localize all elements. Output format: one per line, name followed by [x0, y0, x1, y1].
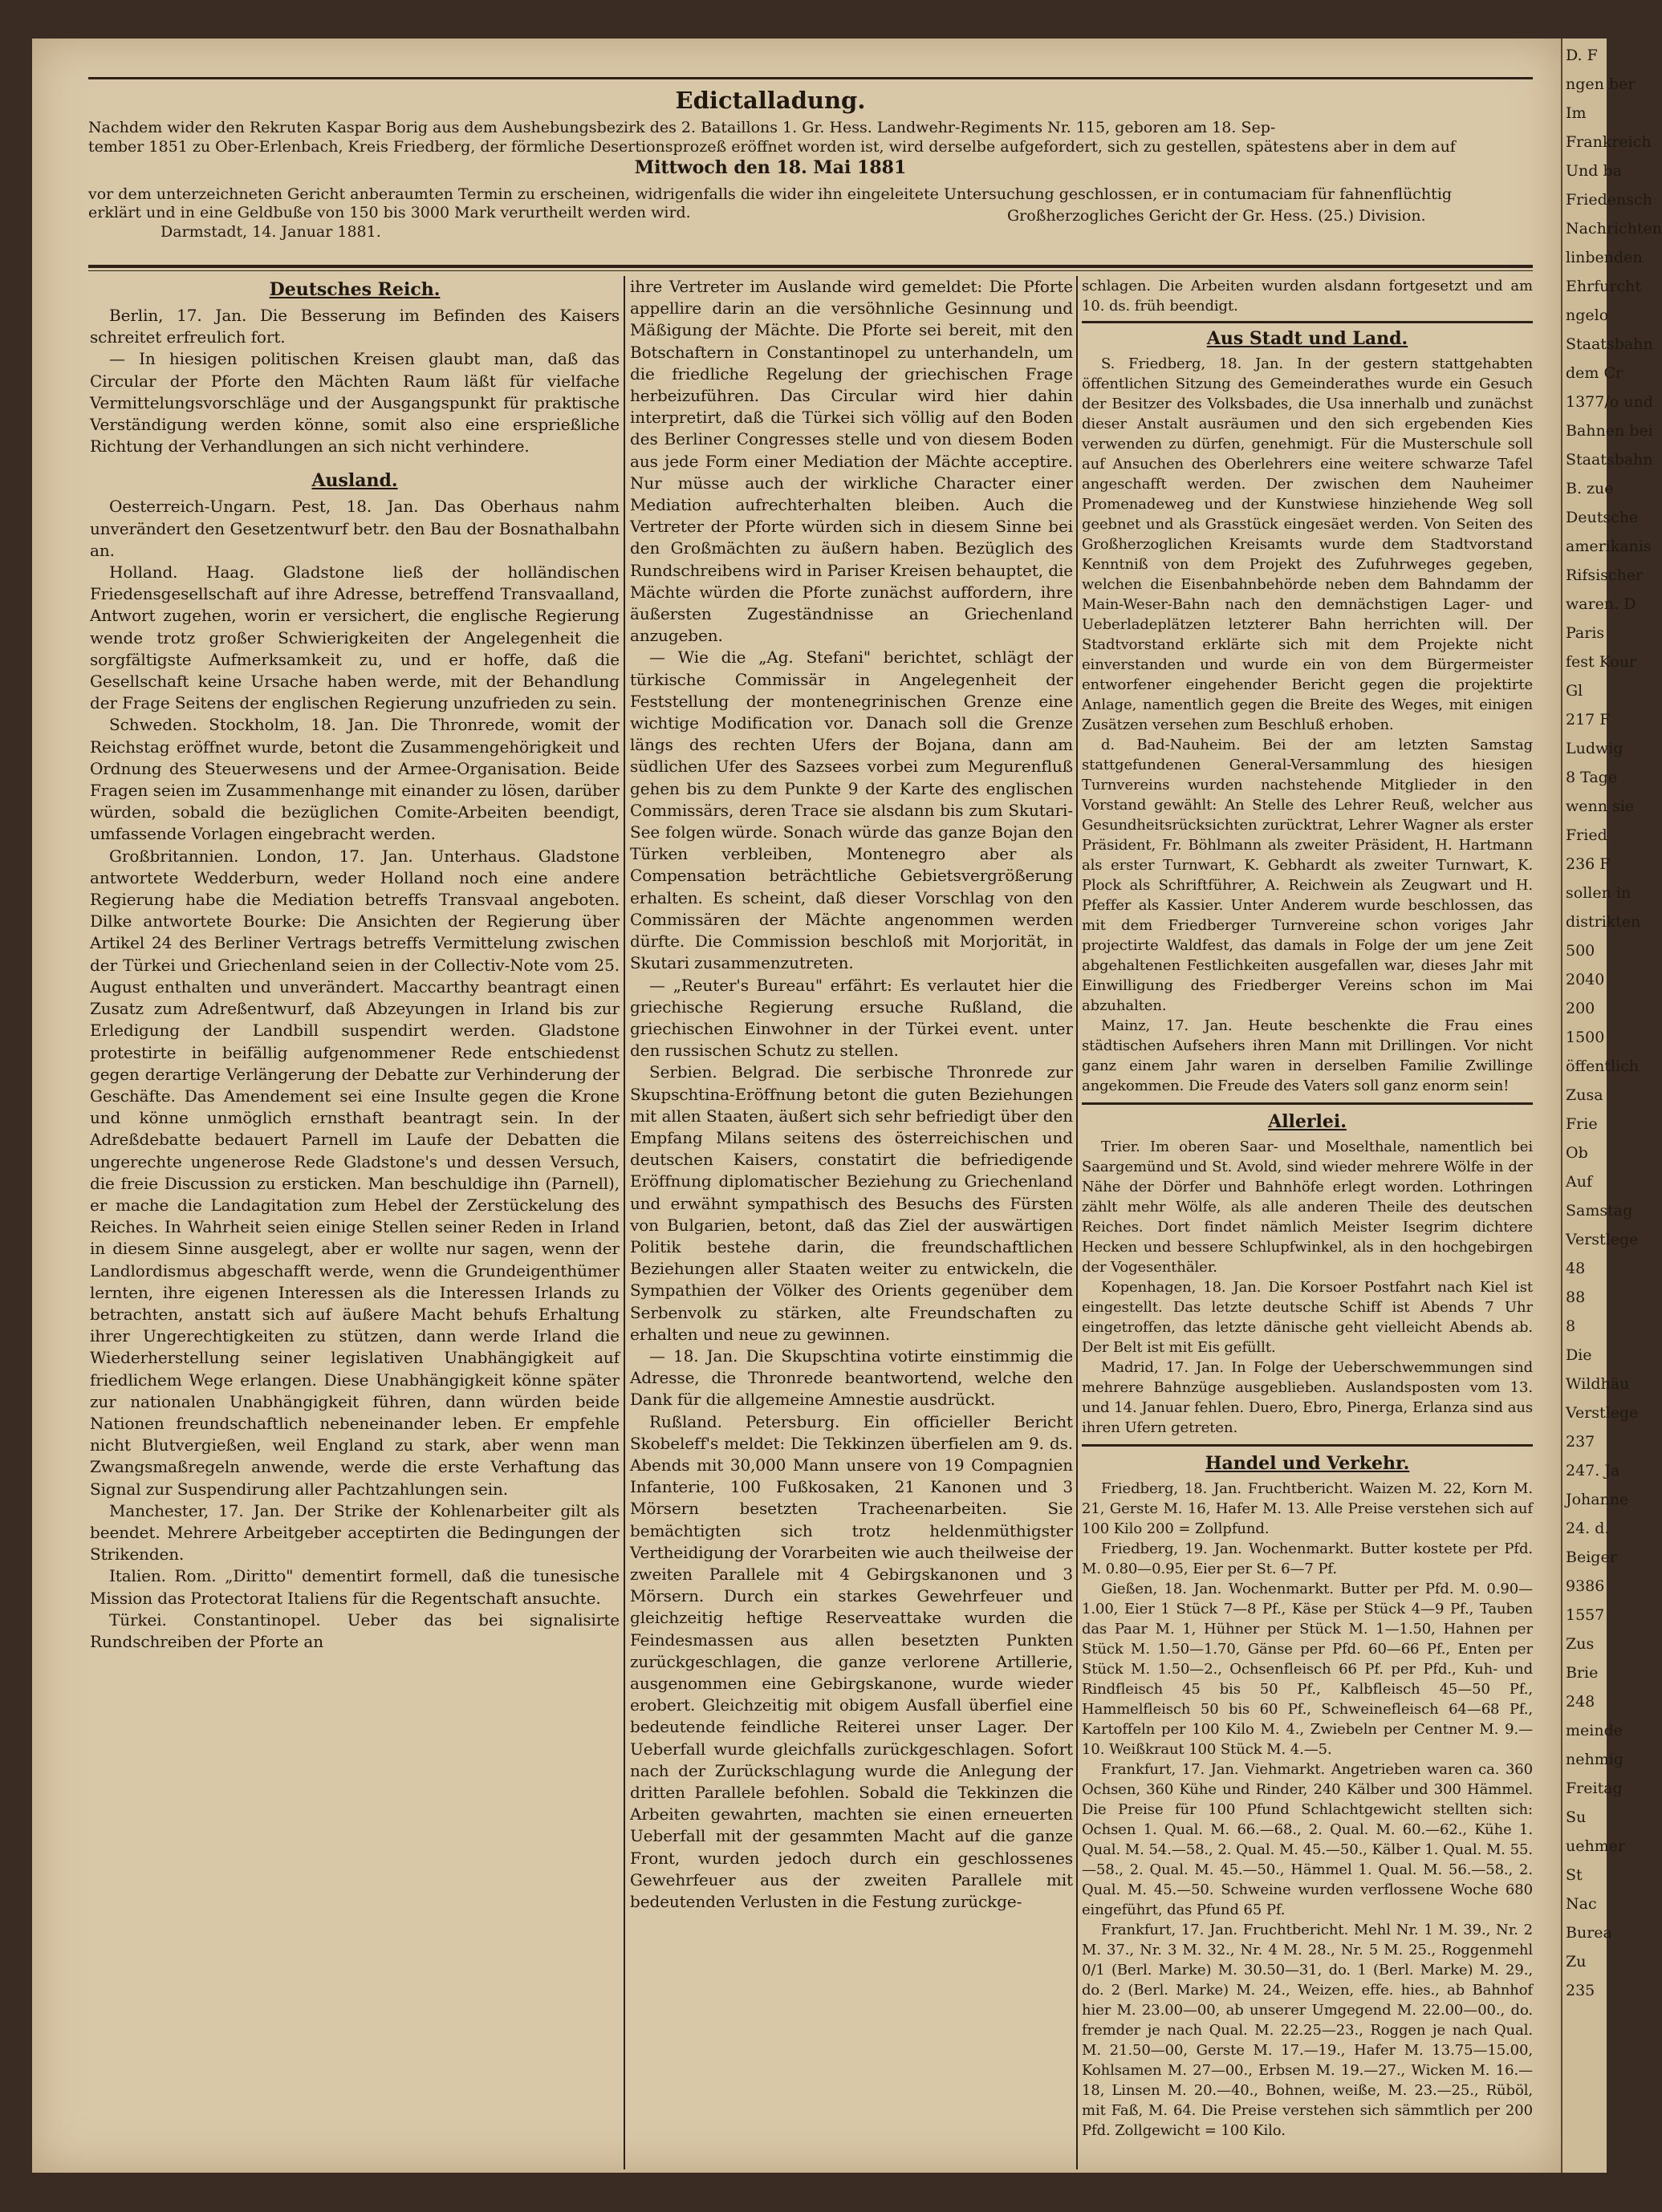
- next-page-fragment: Zusa: [1566, 1086, 1603, 1104]
- article-paragraph: Madrid, 17. Jan. In Folge der Ueberschwemmungen sind mehrere Bahnzüge ausgeblieben. Auslandsposten vom 13. und 14. Januar fehlen. Duero, Ebro, Pinerga, Erlanza sind aus ihren Ufern getreten.: [1082, 1359, 1533, 1436]
- article-paragraph: Frankfurt, 17. Jan. Viehmarkt. Angetrieben waren ca. 360 Ochsen, 360 Kühe und Rinder, 240 Kälber und 300 Hämmel. Die Preise für 100 Pfund Schlachtgewicht stellten sich: Ochsen 1. Qual. M. 66.—68., 2. Qual. M. 60.—62., Kühe 1. Qual. M. 54.—58., 2. Qual. M. 45.—50., Kälber 1. Qual. M. 55.—58., 2. Qual. M. 45.—50., Hämmel 1. Qual. M. 56.—58., 2. Qual. M. 45.—50. Schweine wurden verflossene Woche 680 eingeführt, das Pfund 65 Pf.: [1082, 1761, 1533, 1918]
- next-page-fragment: 2040: [1566, 971, 1605, 988]
- section-title-ausland: Ausland.: [311, 470, 398, 492]
- column-rule-1: [624, 276, 625, 2169]
- next-page-fragment: 1377/o und: [1566, 393, 1653, 411]
- next-page-fragment: Fried: [1566, 826, 1607, 844]
- next-page-fragment: amerikanis: [1566, 538, 1652, 555]
- next-page-fragment: sollen in: [1566, 884, 1632, 902]
- article-paragraph: Italien. Rom. „Diritto" dementirt formell, daß die tunesische Mission das Protectorat Italiens für die Regentschaft ansuchte.: [90, 1566, 620, 1608]
- article-paragraph: — In hiesigen politischen Kreisen glaubt man, daß das Circular der Pforte den Mächten Raum läßt für vielfache Vermittelungsvorschläge und der Ausgangspunkt für praktische Verständigung werden könne, somit also eine ersprießliche Richtung der Verhandlungen an sich nicht verhindere.: [90, 349, 620, 457]
- next-page-fragment: linbenden: [1566, 249, 1643, 266]
- next-page-fragment: 1500: [1566, 1029, 1605, 1046]
- article-paragraph: S. Friedberg, 18. Jan. In der gestern stattgehabten öffentlichen Sitzung des Gemeinderathes wurde ein Gesuch der Besitzer des Volksbades, die Usa innerhalb und zunächst dieser Anstalt ausräumen und den sich ergebenden Kies verwenden zu dürfen, genehmigt. Für die Musterschule soll auf Ansuchen des Oberlehrers eine weitere schwarze Tafel angeschafft werden. Der zwischen dem Nauheimer Promenadeweg und der Kunstwiese hinziehende Weg soll geebnet und als Grasstück eingesäet werden. Von Seiten des Großherzoglichen Kreisamts wurde dem Stadtvorstand Kenntniß von dem Projekt des Zufuhrweges gegeben, welchen die Eisenbahnbehörde neben dem Bahndamm der Main-Weser-Bahn nach den demnächstigen Lager- und Ueberladeplätzen letzterer Bahn herrichten will. Der Stadtvorstand erklärte sich mit dem Projekte nicht einverstanden und wurde ein von dem Bürgermeister entworfener eingehender Bericht gegen die projektirte Anlage, namentlich gegen die Breite des Weges, mit einigen Zusätzen versehen zum Beschluß erhoben.: [1082, 355, 1533, 733]
- next-page-fragment: Staatsbahn: [1566, 335, 1653, 353]
- next-page-fragment: Verstlege: [1566, 1231, 1639, 1248]
- header-rule: [88, 265, 1533, 268]
- edict-line-3: vor dem unterzeichneten Gericht anberaumten Termin zu erscheinen, widrigenfalls die wider ihn eingeleitete Untersuchung geschlossen, er in contumaciam für fahnenflüchtig: [88, 185, 1453, 203]
- next-page-fragment: Brie: [1566, 1664, 1599, 1682]
- next-page-fragment: Johanne: [1566, 1491, 1629, 1508]
- edict-notice: [88, 87, 1456, 263]
- article-paragraph: — „Reuter's Bureau" erfährt: Es verlautet hier die griechische Regierung ersuche Rußland, die griechischen Einwohner in der Türkei event. unter den russischen Schutz zu stellen.: [630, 975, 1073, 1061]
- newspaper-page: [32, 39, 1561, 2173]
- next-page-fragment: 9386: [1566, 1577, 1605, 1595]
- next-page-fragment: öffentlich: [1566, 1057, 1640, 1075]
- next-page-fragment: Freitag: [1566, 1780, 1623, 1797]
- next-page-fragment: nehmig: [1566, 1751, 1623, 1768]
- next-page-fragment: 200: [1566, 1000, 1595, 1017]
- next-page-fragment: uehmer: [1566, 1837, 1626, 1855]
- next-page-fragment: Nac: [1566, 1895, 1597, 1913]
- next-page-fragment: Nachrichten: [1566, 220, 1662, 237]
- column-3: [1082, 276, 1533, 2169]
- article-paragraph: Frankfurt, 17. Jan. Fruchtbericht. Mehl Nr. 1 M. 39., Nr. 2 M. 37., Nr. 3 M. 32., Nr. 4 M. 28., Nr. 5 M. 25., Roggenmehl 0/1 (Berl. Marke) M. 30.50—31, do. 1 (Berl. Marke) M. 29., do. 2 (Berl. Marke) M. 24., Weizen, effe. hies., ab Bahnhof hier M. 23.00—00, ab unserer Umgegend M. 22.00—00., do. fremder je nach Qual. M. 22.25—23., Roggen je nach Qual. M. 21.50—00, Gerste M. 17.—19., Hafer M. 13.75—15.00, Kohlsamen M. 27—00., Erbsen M. 19.—27., Wicken M. 16.—18, Linsen M. 20.—40., Bohnen, weiße, M. 23.—25., Rüböl, mit Faß, M. 64. Die Preise verstehen sich sämmtlich per 200 Pfd. Zollgewicht = 100 Kilo.: [1082, 1922, 1533, 2139]
- section-rule: [1082, 1444, 1533, 1447]
- article-paragraph: Kopenhagen, 18. Jan. Die Korsoer Postfahrt nach Kiel ist eingestellt. Das letzte deutsche Schiff ist Abends 7 Uhr eingetroffen, das letzte dänische geht vielleicht Abends ab. Der Belt ist mit Eis gefüllt.: [1082, 1279, 1533, 1356]
- section-title-handel: Handel und Verkehr.: [1205, 1453, 1410, 1474]
- column-rule-2: [1076, 276, 1078, 2169]
- next-page-fragment: ngelo: [1566, 306, 1609, 324]
- next-page-fragment: 8: [1566, 1317, 1576, 1335]
- edict-deadline: Mittwoch den 18. Mai 1881: [634, 157, 907, 178]
- article-paragraph: Friedberg, 19. Jan. Wochenmarkt. Butter kostete per Pfd. M. 0.80—0.95, Eier per St. 6—7 Pf.: [1082, 1540, 1533, 1577]
- next-page-fragment: 237: [1566, 1433, 1595, 1451]
- next-page-fragment: distrikten: [1566, 913, 1641, 931]
- section-rule: [1082, 321, 1533, 323]
- article-paragraph: d. Bad-Nauheim. Bei der am letzten Samstag stattgefundenen General-Versammlung des hiesigen Turnvereins wurden nachstehende Mitglieder in den Vorstand gewählt: An Stelle des Lehrer Reuß, welcher aus Gesundheitsrücksichten zurücktrat, Lehrer Wagner als erster Präsident, Fr. Böhlmann als zweiter Präsident, H. Hartmann als erster Turnwart, K. Gebhardt als zweiter Turnwart, K. Plock als Schriftführer, A. Reichwein als Zeugwart und H. Pfeffer als Kassier. Unter Anderem wurde beschlossen, das mit dem Friedberger Turnvereine schon voriges Jahr projectirte Waldfest, das damals in Folge der um jene Zeit abgehaltenen Festlichkeiten ausgefallen war, dieses Jahr mit Einwilligung des Friedberger Vereins schon im Mai abzuhalten.: [1082, 737, 1533, 1014]
- next-page-fragment: 8 Tage: [1566, 769, 1618, 786]
- next-page-fragment: meinde: [1566, 1722, 1623, 1739]
- next-page-fragment: Staatsbahn: [1566, 451, 1653, 469]
- article-paragraph: schlagen. Die Arbeiten wurden alsdann fortgesetzt und am 10. ds. früh beendigt.: [1082, 278, 1533, 315]
- article-paragraph: Großbritannien. London, 17. Jan. Unterhaus. Gladstone antwortete Wedderburn, weder Holland noch eine andere Regierung habe die Mediation betreffs Transvaal angeboten. Dilke antwortete Bourke: Die Ansichten der Regierung über Artikel 24 des Berliner Vertrags betreffs Vermittelung zwischen der Türkei und Griechenland seien in der Collectiv-Note vom 25. August enthalten und unverändert. Maccarthy beantragt einen Zusatz zum Adreßentwurf, daß Abzeyungen in Irland bis zur Erledigung der Landbill suspendirt werden. Gladstone protestirte in beifällig aufgenommener Rede entschiedenst gegen derartige Verlängerung der Debatte zur Verhinderung der Geschäfte. Das Amendement sei eine Insulte gegen die Krone und könne unmöglich ernsthaft beantragt sein. In der Adreßdebatte bedauert Parnell im Laufe der Debatten die ungerechte ungenerose Rede Gladstone's und dessen Versuch, die freie Discussion zu ersticken. Man beschuldige ihn (Parnell), er mache die Landagitation zum Hebel der Zerstückelung des Reiches. In Wahrheit seien einige Stellen seiner Reden in Irland in diesem Sinne ausgelegt, aber er wollte nur sagen, wenn der Landlordismus abgeschafft werde, wenn die Grundeigenthümer lernten, ihre eigenen Interessen als die Interessen Irlands zu betrachten, anstatt sich auf äußere Macht behufs Erhaltung ihrer Ungerechtigkeiten zu stützen, dann werde Irland die Wiederherstellung seiner legislativen Unabhängigkeit auf friedlichem Wege erlangen. Diese Unabhängigkeit könne später zur nationalen Unabhängigkeit führen, dann würden beide Nationen freundschaftlich nebeneinander leben. Er empfehle nicht Blutvergießen, weil England zu stark, aber wenn man Zwangsmaßregeln anwende, werde die erste Verhaftung das Signal zur Suspendirung aller Pachtzahlungen sein.: [90, 846, 620, 1499]
- header-rule-thin: [88, 270, 1533, 271]
- section-rule: [1082, 1102, 1533, 1105]
- article-paragraph: Schweden. Stockholm, 18. Jan. Die Thronrede, womit der Reichstag eröffnet wurde, betont die Zusammengehörigkeit und Ordnung des Steuerwesens und der Armee-Organisation. Beide Fragen seien im Zusammenhange mit einander zu lösen, darüber würden, sobald die bezüglichen Comite-Arbeiten beendigt, umfassende Vorlagen eingebracht werden.: [90, 715, 620, 844]
- next-page-fragment: 1557: [1566, 1606, 1605, 1624]
- article-paragraph: Friedberg, 18. Jan. Fruchtbericht. Waizen M. 22, Korn M. 21, Gerste M. 16, Hafer M. 13. Alle Preise verstehen sich auf 100 Kilo 200 = Zollpfund.: [1082, 1480, 1533, 1537]
- next-page-fragment: fest Kour: [1566, 653, 1637, 671]
- edict-line-2: tember 1851 zu Ober-Erlenbach, Kreis Friedberg, der förmliche Desertionsprozeß eröffnet worden ist, wird derselbe aufgefordert, sich zu gestellen, spätestens aber in dem auf: [88, 138, 1456, 156]
- section-title-deutsches-reich: Deutsches Reich.: [269, 279, 441, 300]
- next-page-fragment: Beiger: [1566, 1548, 1617, 1566]
- next-page-fragment: Friedensch: [1566, 191, 1652, 209]
- next-page-fragment: Ehrfurcht: [1566, 278, 1642, 295]
- next-page-fragment: Zu: [1566, 1953, 1587, 1971]
- next-page-fragment: Frie: [1566, 1115, 1598, 1133]
- next-page-fragment: 48: [1566, 1260, 1586, 1277]
- article-paragraph: — 18. Jan. Die Skupschtina votirte einstimmig die Adresse, die Thronrede beantwortend, welche den Dank für die allgemeine Amnestie ausdrückt.: [630, 1345, 1073, 1410]
- next-page-fragment: 235: [1566, 1982, 1595, 1999]
- article-paragraph: Trier. Im oberen Saar- und Moselthale, namentlich bei Saargemünd und St. Avold, sind wieder mehrere Wölfe in der Nähe der Dörfer und Bahnhöfe erlegt worden. Lothringen zählt mehr Wölfe, als alle anderen Theile des deutschen Reiches. Dort findet nämlich Meister Isegrim dichtere Hecken und bessere Schlupfwinkel, als in den hochgebirgen der Vogesenthäler.: [1082, 1138, 1533, 1276]
- edict-signature: Großherzogliches Gericht der Gr. Hess. (25.) Division.: [1007, 207, 1426, 225]
- next-page-fragment: Die: [1566, 1346, 1592, 1364]
- next-page-fragment: wenn sie: [1566, 798, 1635, 815]
- article-paragraph: Mainz, 17. Jan. Heute beschenkte die Frau eines städtischen Aufsehers ihren Mann mit Drillingen. Vor nicht ganz einem Jahr waren in derselben Familie Zwillinge angekommen. Die Freude des Vaters soll ganz enorm sein!: [1082, 1017, 1533, 1094]
- next-page-fragment: 500: [1566, 942, 1595, 960]
- next-page-fragment: Deutsche: [1566, 509, 1639, 526]
- edict-title: Edictalladung.: [675, 87, 866, 114]
- edict-line-4: erklärt und in eine Geldbuße von 150 bis 3000 Mark verurtheilt werden wird.: [88, 204, 691, 221]
- next-page-fragment: 236 F: [1566, 855, 1611, 873]
- next-page-fragment: Ob: [1566, 1144, 1588, 1162]
- next-page-fragment: Verstlege: [1566, 1404, 1639, 1422]
- next-page-fragment: Wildhäu: [1566, 1375, 1630, 1393]
- article-paragraph: Rußland. Petersburg. Ein officieller Bericht Skobeleff's meldet: Die Tekkinzen überfielen am 9. ds. Abends mit 30,000 Mann unsere von 19 Compagnien Infanterie, 100 Fußkosaken, 21 Kanonen und 3 Mörsern besetzten Tracheenarbeiten. Sie bemächtigten sich trotz heldenmüthigster Vertheidigung der Vorarbeiten wie auch theilweise der zweiten Parallele mit 4 Gebirgskanonen und 3 Mörsern. Durch ein starkes Gewehrfeuer und gleichzeitig heftige Reserveattake wurden die Feindesmassen aus allen besetzten Punkten zurückgeschlagen, die ganze verlorene Artillerie, ausgenommen eine Gebirgskanone, wurde wieder erobert. Gleichzeitig mit obigem Ausfall überfiel eine bedeutende feindliche Reiterei unser Lager. Der Ueberfall wurde gleichfalls zurückgeschlagen. Sofort nach der Zurückschlagung wurde die Anlegung der dritten Parallele befohlen. Sobald die Tekkinzen die Arbeiten gewahrten, machten sie einen erneuerten Ueberfall mit der gesammten Macht auf die ganze Front, wurden jedoch durch ein geschlossenes Gewehrfeuer aus der zweiten Parallele mit bedeutenden Verlusten in die Festung zurückge-: [630, 1411, 1073, 1912]
- next-page-edge: [1561, 39, 1662, 2173]
- next-page-fragment: 217 F: [1566, 711, 1611, 729]
- next-page-fragment: Auf: [1566, 1173, 1592, 1191]
- edict-place-date: Darmstadt, 14. Januar 1881.: [161, 223, 381, 241]
- next-page-fragment: Samstag: [1566, 1202, 1633, 1220]
- next-page-fragment: Paris: [1566, 624, 1605, 642]
- next-page-fragment: Zus: [1566, 1635, 1595, 1653]
- next-page-fragment: D. F: [1566, 47, 1598, 64]
- next-page-fragment: 247. Ja: [1566, 1462, 1620, 1479]
- next-page-fragment: Und ba: [1566, 162, 1622, 180]
- column-1: [90, 276, 620, 2169]
- next-page-fragment: B. zue: [1566, 480, 1614, 497]
- article-paragraph: Manchester, 17. Jan. Der Strike der Kohlenarbeiter gilt als beendet. Mehrere Arbeitgeber acceptirten die Bedingungen der Strikenden.: [90, 1500, 620, 1565]
- next-page-fragment: Su: [1566, 1808, 1587, 1826]
- next-page-fragment: Bahnen bei: [1566, 422, 1653, 440]
- next-page-fragment: 248: [1566, 1693, 1595, 1711]
- section-title-stadt-land: Aus Stadt und Land.: [1206, 328, 1408, 349]
- article-paragraph: Serbien. Belgrad. Die serbische Thronrede zur Skupschtina-Eröffnung betont die guten Beziehungen mit allen Staaten, äußert sich sehr befriedigt über den Empfang Milans seitens des österreichischen und deutschen Kaisers, constatirt die befriedigende Eröffnung diplomatischer Beziehung zu Griechenland und erwähnt sympathisch des Besuchs des Fürsten von Bulgarien, betont, daß das Ziel der auswärtigen Politik bestehe darin, die freundschaftlichen Beziehungen aller Staaten weiter zu entwickeln, die Sympathien der Völker des Orients gegenüber dem Serbenvolk zu stärken, alte Freundschaften zu erhalten und neue zu gewinnen.: [630, 1062, 1073, 1344]
- article-paragraph: Berlin, 17. Jan. Die Besserung im Befinden des Kaisers schreitet erfreulich fort.: [90, 306, 620, 347]
- article-paragraph: Türkei. Constantinopel. Ueber das bei signalisirte Rundschreiben der Pforte an: [90, 1609, 620, 1651]
- next-page-fragment: Burea: [1566, 1924, 1612, 1942]
- article-paragraph: Gießen, 18. Jan. Wochenmarkt. Butter per Pfd. M. 0.90—1.00, Eier 1 Stück 7—8 Pf., Käse per Stück 4—9 Pf., Tauben das Paar M. 1, Hühner per Stück M. 1—1.50, Hahnen per Stück M. 1.50—1.70, Gänse per Pfd. 60—66 Pf., Enten per Stück M. 1.50—2., Ochsenfleisch 66 Pf. per Pfd., Kuh- und Rindfleisch 45 bis 50 Pf., Kalbfleisch 45—50 Pf., Hammelfleisch 50 bis 60 Pf., Schweinefleisch 64—68 Pf., Kartoffeln per 100 Kilo M. 4., Zwiebeln per Centner M. 9.—10. Weißkraut 100 Stück M. 4.—5.: [1082, 1581, 1533, 1758]
- article-paragraph: Holland. Haag. Gladstone ließ der holländischen Friedensgesellschaft auf ihre Adresse, betreffend Transvaalland, Antwort zugehen, worin er versichert, die englische Regierung wende trotz großer Schwierigkeiten der Angelegenheit die sorgfältigste Aufmerksamkeit zu, und er hoffe, daß die Gesellschaft keine Ursache haben werde, mit der Behandlung der Frage Seitens der englischen Regierung unzufrieden zu sein.: [90, 562, 620, 713]
- section-title-allerlei: Allerlei.: [1268, 1111, 1347, 1132]
- next-page-fragment: dem Cr: [1566, 364, 1623, 382]
- next-page-fragment: Gl: [1566, 682, 1583, 700]
- article-paragraph: ihre Vertreter im Auslande wird gemeldet: Die Pforte appellire darin an die versöhnliche Gesinnung und Mäßigung der Mächte. Die Pforte sei bereit, mit den Botschaftern in Constantinopel zu unterhandeln, um die friedliche Regelung der griechischen Frage herbeizuführen. Das Circular wird hier dahin interpretirt, daß die Türkei sich völlig auf den Boden des Berliner Congresses stelle und von diesem Boden aus jede Form einer Mediation der Mächte acceptire. Nur müsse auch der wirkliche Character einer Mediation aufrechterhalten bleiben. Auch die Vertreter der Pforte würden sich in diesem Sinne bei den Großmächten zu äußern haben. Bezüglich des Rundschreibens wird in Pariser Kreisen behauptet, die Mächte würden die Pforte zunächst auffordern, ihre äußersten Zugeständnisse an Griechenland anzugeben.: [630, 277, 1073, 646]
- article-paragraph: Oesterreich-Ungarn. Pest, 18. Jan. Das Oberhaus nahm unverändert den Gesetzentwurf betr. den Bau der Bosnathalbahn an.: [90, 497, 620, 560]
- column-2: [630, 276, 1073, 2169]
- next-page-fragment: Frankreich: [1566, 133, 1652, 151]
- next-page-fragment: St: [1566, 1866, 1583, 1884]
- next-page-fragment: Ludwig: [1566, 740, 1623, 757]
- edict-line-1: Nachdem wider den Rekruten Kaspar Borig aus dem Aushebungsbezirk des 2. Bataillons 1. Gr. Hess. Landwehr-Regiments Nr. 115, geboren am 18. Sep-: [88, 119, 1276, 136]
- next-page-fragment: ngen ber: [1566, 75, 1636, 93]
- next-page-fragment: waren. D: [1566, 595, 1636, 613]
- next-page-fragment: Im: [1566, 104, 1587, 122]
- next-page-fragment: Rifsischer: [1566, 566, 1644, 584]
- article-paragraph: — Wie die „Ag. Stefani" berichtet, schlägt der türkische Commissär in Angelegenheit der Feststellung der montenegrinischen Grenze eine wichtige Modification vor. Danach soll die Grenze längs des rechten Ufers der Bojana, dann am südlichen Ufer des Sazsees vorbei zum Megurenfluß gehen bis zu dem Punkte 9 der Karte des englischen Commissärs, deren Trace sie alsdann bis zum Skutari-See folgen würde. Sonach würde das ganze Bojan den Türken verbleiben, Montenegro aber als Compensation beträchtliche Gebietsvergrößerung erhalten. Es scheint, daß dieser Vorschlag von den Commissären der Mächte angenommen werden dürfte. Die Commission beschloß mit Morjorität, in Skutari zusammenzutreten.: [630, 647, 1073, 973]
- top-rule: [88, 77, 1533, 79]
- next-page-fragment: 88: [1566, 1289, 1586, 1306]
- next-page-fragment: 24. d.: [1566, 1520, 1610, 1537]
